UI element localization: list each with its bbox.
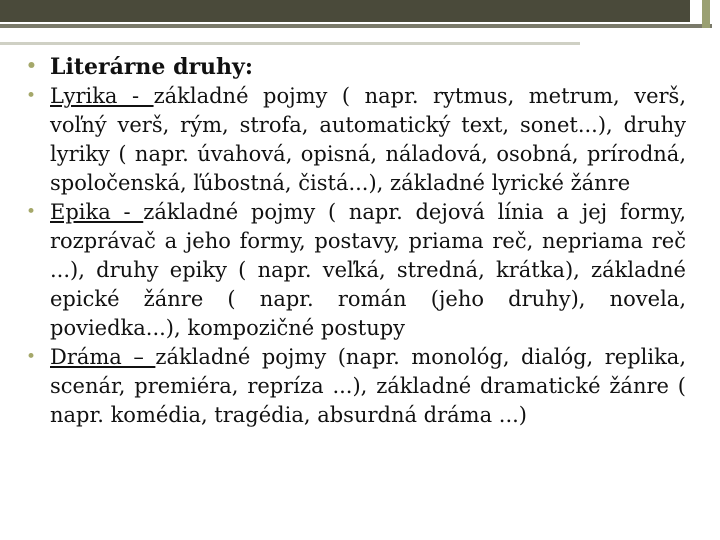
top-decor-accent [702, 0, 710, 28]
term-label: Epika - [50, 200, 144, 224]
top-decor-bar [0, 0, 690, 22]
bullet-list [24, 52, 686, 430]
term-label: Dráma – [50, 345, 156, 369]
item-text: základné pojmy (napr. monológ, dialóg, replika, scenár, premiéra, repríza ...), základné dramatické žánre ( napr. komédia, tragédia, absurdná dráma ...) [50, 345, 686, 427]
term-label: Lyrika - [50, 84, 154, 108]
title-underline-decor [0, 42, 580, 45]
list-heading [24, 52, 686, 82]
bullet-icon: • [26, 347, 37, 367]
top-decor-line [0, 24, 712, 28]
item-text: základné pojmy ( napr. rytmus, metrum, verš, voľný verš, rým, strofa, automatický text, sonet...), druhy lyriky ( napr. úvahová, opisná, náladová, osobná, prírodná, spoločenská, ľúbostná, čistá...), základné lyrické žánre [50, 84, 686, 195]
bullet-icon: • [26, 56, 37, 76]
item-text: základné pojmy ( napr. dejová línia a jej formy, rozprávač a jeho formy, postavy, priama reč, nepriama reč ...), druhy epiky ( napr. veľká, stredná, krátka), základné epické žánre ( napr. román (jeho druhy), novela, poviedka...), kompozičné postupy [50, 200, 686, 340]
heading-text: Literárne druhy: [50, 54, 253, 80]
bullet-icon: • [26, 202, 37, 222]
list-item-drama [24, 343, 686, 430]
list-item-lyrika [24, 82, 686, 198]
slide-content [24, 52, 686, 430]
bullet-icon: • [26, 86, 37, 106]
list-item-epika [24, 198, 686, 343]
